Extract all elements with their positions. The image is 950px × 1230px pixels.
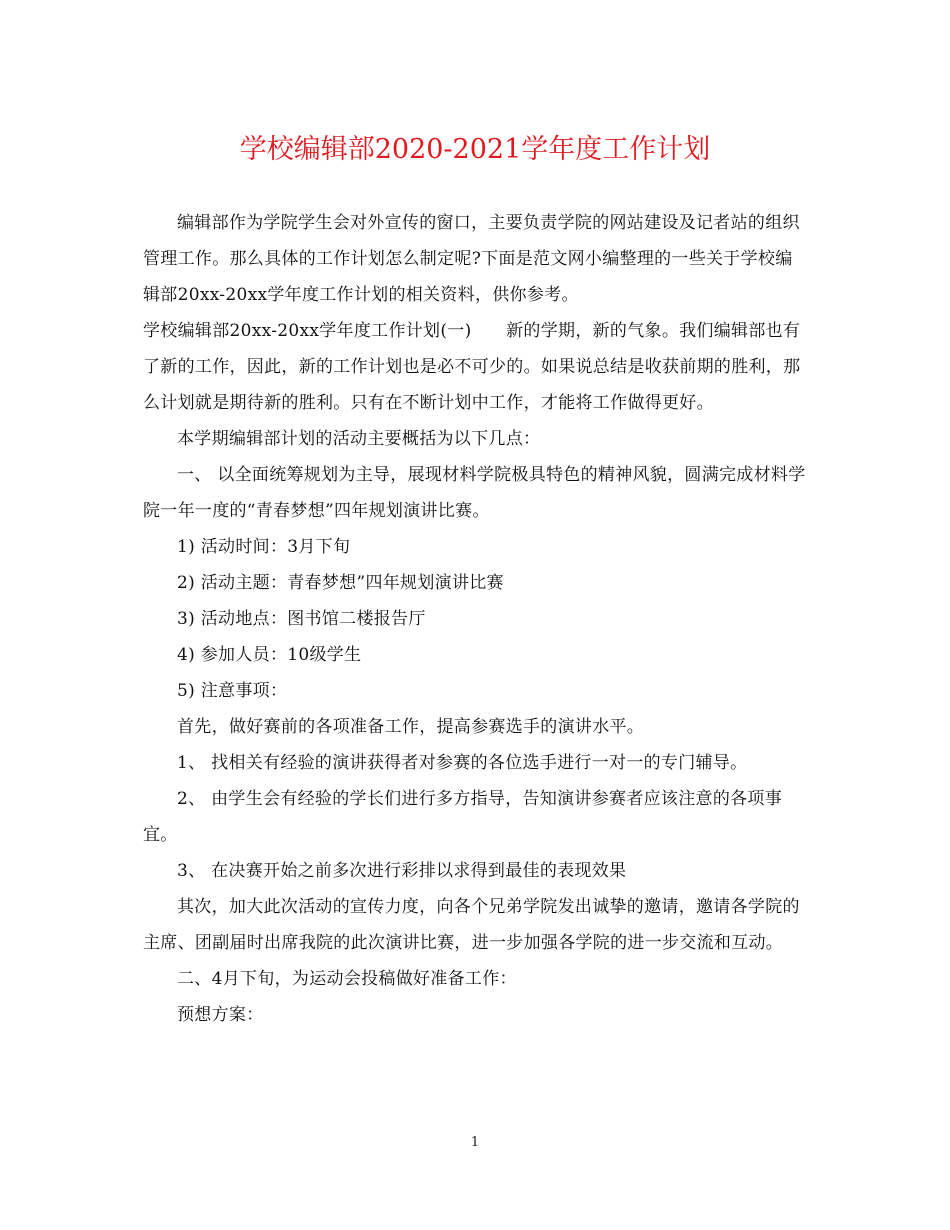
list-item: 3、 在决赛开始之前多次进行彩排以求得到最佳的表现效果	[177, 861, 627, 881]
paragraph: 首先，做好赛前的各项准备工作，提高参赛选手的演讲水平。	[177, 717, 645, 737]
paragraph: 其次，加大此次活动的宣传力度，向各个兄弟学院发出诚挚的邀请，邀请各学院的主席、团副届时出席我院的此次演讲比赛，进一步加强各学院的进一步交流和互动。	[143, 897, 800, 953]
paragraph: 二、4月下旬，为运动会投稿做好准备工作：	[177, 969, 517, 989]
document-title: 学校编辑部2020-2021学年度工作计划	[239, 134, 711, 165]
paragraph: 本学期编辑部计划的活动主要概括为以下几点：	[177, 429, 541, 449]
paragraph: 一、 以全面统筹规划为主导，展现材料学院极具特色的精神风貌，圆满完成材料学院一年一度的“青春梦想”四年规划演讲比赛。	[143, 465, 806, 521]
list-item: 1、 找相关有经验的演讲获得者对参赛的各位选手进行一对一的专门辅导。	[177, 753, 748, 773]
paragraph: 编辑部作为学院学生会对外宣传的窗口，主要负责学院的网站建设及记者站的组织管理工作。那么具体的工作计划怎么制定呢?下面是范文网小编整理的一些关于学校编辑部20xx-20xx学年度工作计划的相关资料，供你参考。	[143, 213, 800, 305]
list-item: 2、 由学生会有经验的学长们进行多方指导，告知演讲参赛者应该注意的各项事宜。	[143, 789, 783, 845]
paragraph: 学校编辑部20xx-20xx学年度工作计划(一) 新的学期，新的气象。我们编辑部也有了新的工作，因此，新的工作计划也是必不可少的。如果说总结是收获前期的胜利，那么计划就是期待新的胜利。只有在不断计划中工作，才能将工作做得更好。	[143, 321, 801, 413]
page-number: 1	[470, 1135, 480, 1150]
list-item: 5) 注意事项：	[177, 681, 288, 701]
paragraph: 预想方案：	[177, 1005, 264, 1025]
list-item: 4) 参加人员：10级学生	[177, 645, 362, 665]
list-item: 1) 活动时间：3月下旬	[177, 537, 351, 557]
list-item: 2) 活动主题：青春梦想”四年规划演讲比赛	[177, 573, 504, 593]
document-body	[143, 205, 808, 1033]
list-item: 3) 活动地点：图书馆二楼报告厅	[177, 609, 426, 629]
